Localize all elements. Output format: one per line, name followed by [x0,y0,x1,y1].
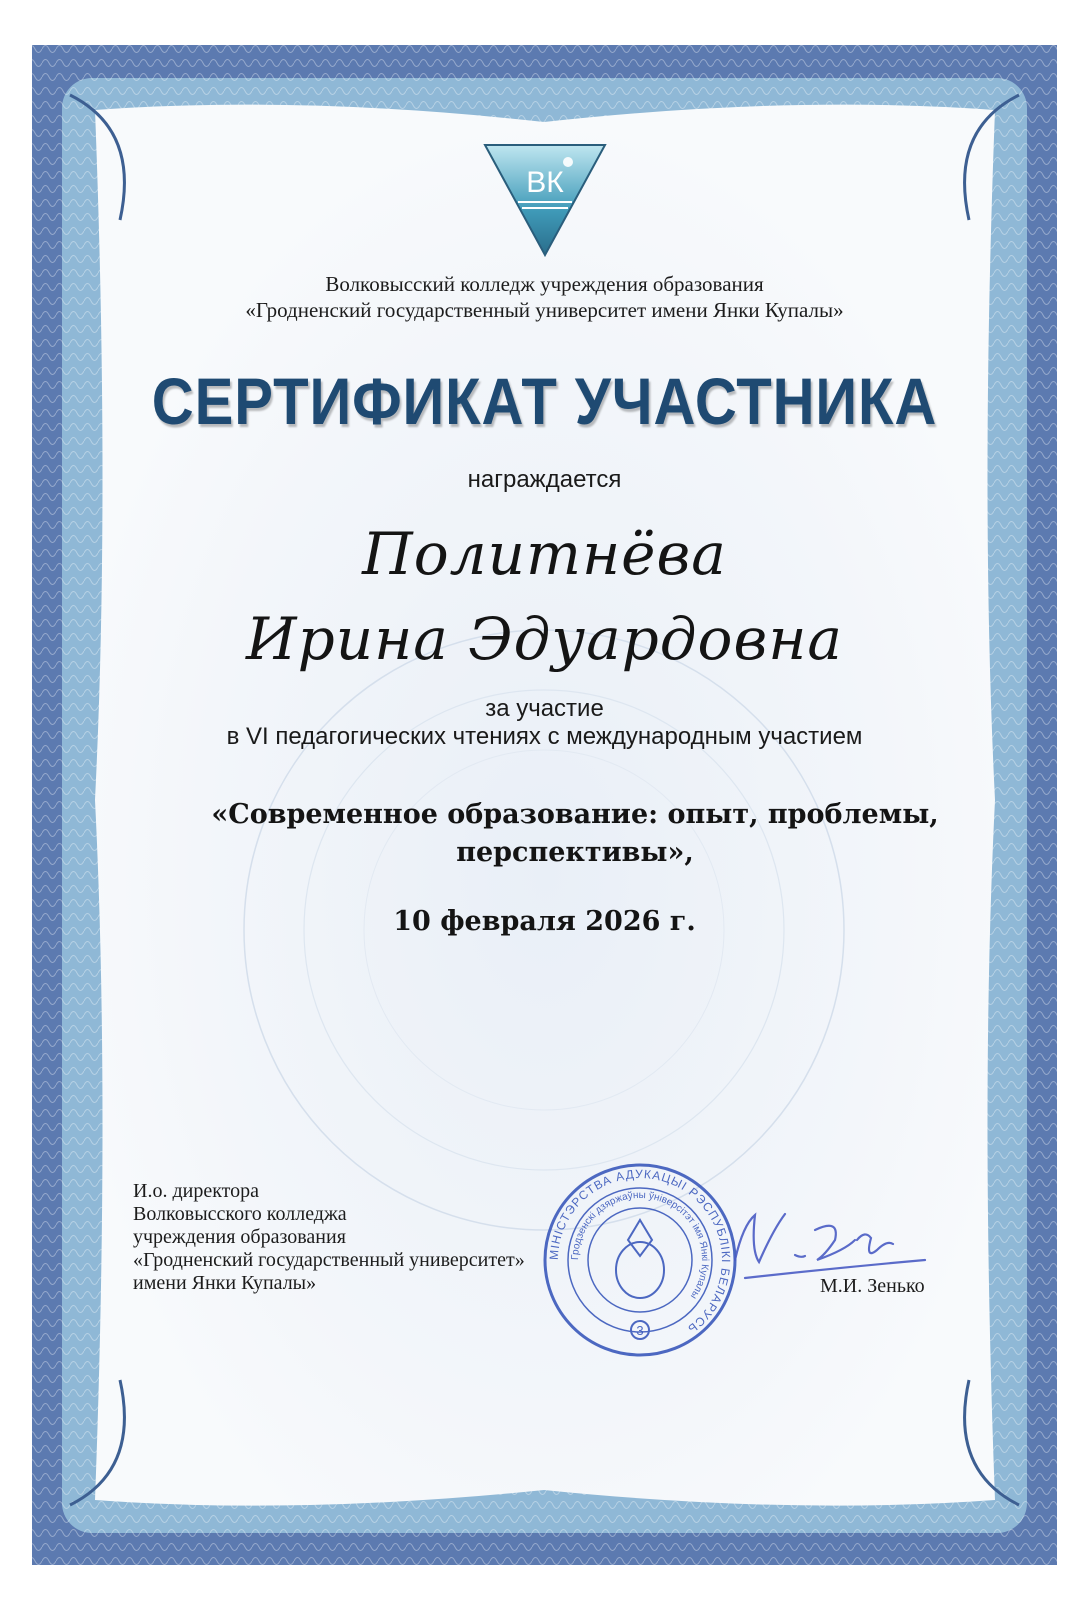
awarded-label: награждается [467,466,622,493]
signatory-line: Волковысского колледжа [133,1203,347,1225]
logo-text: ВК [526,166,564,199]
reason-line-2: в VI педагогических чтениях с международным участием [226,723,863,750]
reason-line-1: за участие [485,695,604,722]
triangle-logo-icon [480,140,610,260]
recipient-given-names: Ирина Эдуардовна [246,605,843,673]
signatory-line: имени Янки Купалы» [133,1272,317,1294]
stamp-outer-text: МІНІСТЭРСТВА АДУКАЦЫІ РЭСПУБЛІКІ БЕЛАРУСЬ [546,1166,734,1337]
signatory-line: учреждения образования [133,1226,346,1248]
event-date: 10 февраля 2026 г. [393,906,696,937]
org-line-1: Волковысский колледж учреждения образования [325,272,764,296]
certificate-title: СЕРТИФИКАТ УЧАСТНИКА [151,364,938,438]
signer-name: М.И. Зенько [820,1275,925,1297]
signatory-line: «Гродненский государственный университет» [133,1249,525,1271]
recipient-surname: Политнёва [362,520,727,588]
signatory-position [133,1180,525,1295]
conference-title: «Современное образование: опыт, проблемы, перспективы», [211,799,939,868]
signatory-line: И.о. директора [133,1180,260,1202]
stamp-number: 3 [636,1323,644,1338]
stamp-inner-text: Гродзенскі дзяржаўны ўніверсітэт імя Янкі Купалы [569,1189,711,1301]
org-line-2: «Гродненский государственный университет имени Янки Купалы» [245,298,844,322]
official-stamp-icon [540,1160,740,1360]
